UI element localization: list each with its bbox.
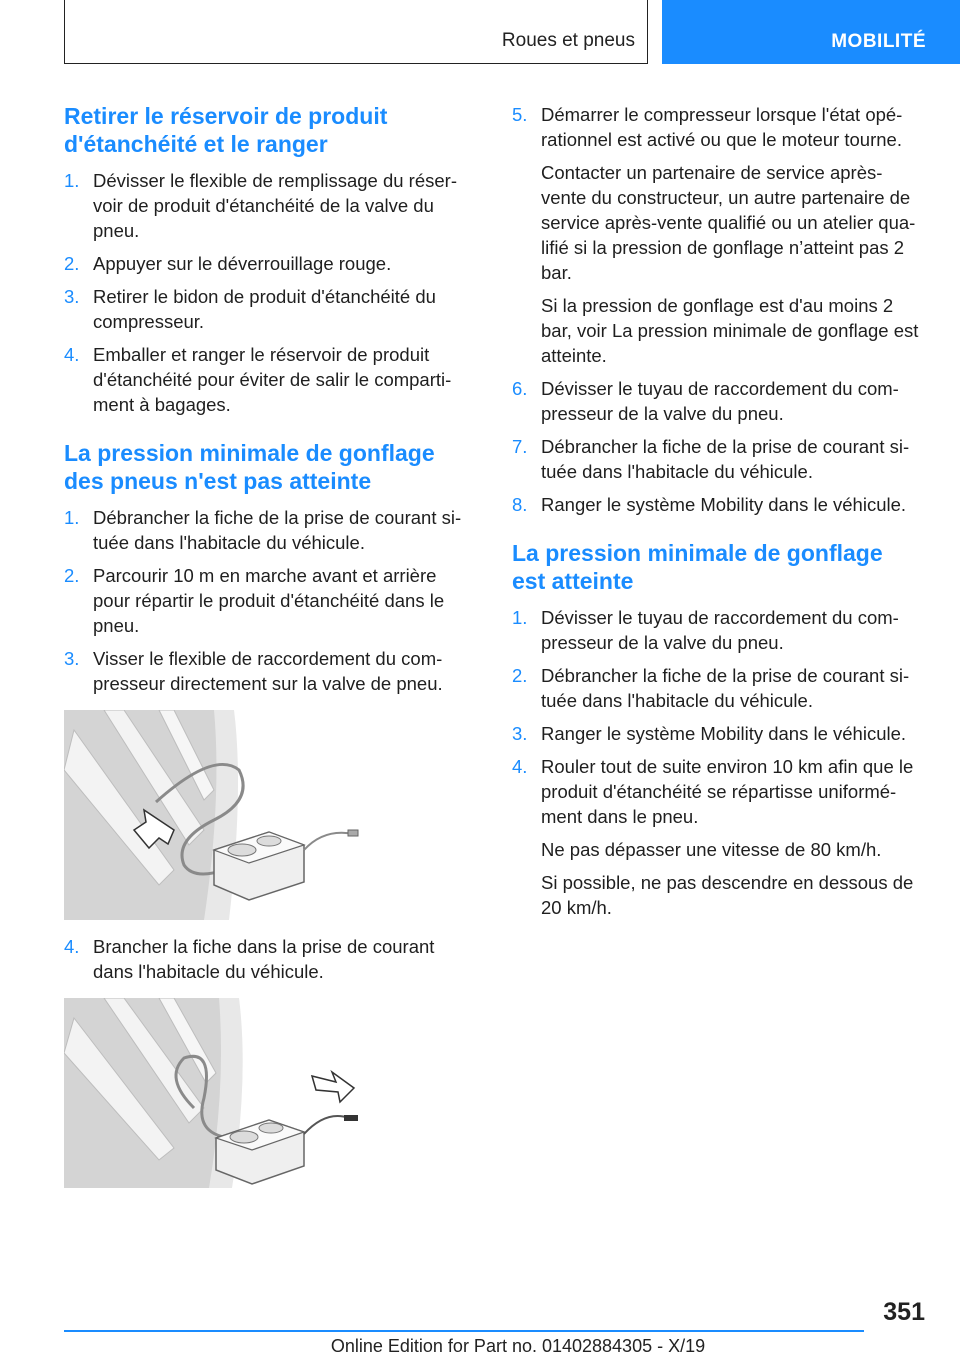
list-item (512, 102, 922, 152)
steps-min-pressure-reached (512, 605, 922, 829)
paragraph: Si possible, ne pas descendre en dessous de 20 km/h. (541, 872, 914, 918)
step-text: Démarrer le compresseur lorsque l'état opé‐ rationnel est activé ou que le moteur tourne. (541, 104, 903, 150)
footer-edition (0, 1336, 960, 1357)
step-number: 2. (64, 565, 80, 586)
section-title-remove-reservoir: Retirer le réservoir de produit d'étanchéité et le ranger (64, 103, 388, 157)
header-section-title: Roues et pneus (501, 30, 635, 51)
paragraph: Contacter un partenaire de service après- vente du constructeur, un autre partenaire de service après-vente qualifié ou un atelier qua‐ lifié si la pression de gonflage n’atteint pas 2 bar. (541, 162, 916, 283)
step-text: Ranger le système Mobility dans le véhicule. (541, 723, 907, 744)
step-number: 1. (512, 607, 528, 628)
illustration-compressor-plug (64, 998, 364, 1208)
list-item (512, 434, 922, 484)
section-title-min-pressure-not-reached: La pression minimale de gonflage des pneus n'est pas atteinte (64, 440, 435, 494)
steps-min-pressure-not-reached (64, 505, 474, 696)
footer-divider (64, 1330, 864, 1332)
list-item (64, 251, 474, 276)
step-text: Débrancher la fiche de la prise de courant si‐ tuée dans l'habitacle du véhicule. (541, 436, 910, 482)
list-item (512, 605, 922, 655)
step-number: 4. (512, 756, 528, 777)
step-text: Dévisser le tuyau de raccordement du com‐ presseur de la valve du pneu. (541, 607, 899, 653)
step-number: 1. (64, 170, 80, 191)
step-number: 7. (512, 436, 528, 457)
step-text: Ranger le système Mobility dans le véhicule. (541, 494, 907, 515)
steps-continued-2 (512, 376, 922, 517)
compressor-valve-drawing (64, 710, 364, 920)
step-number: 4. (64, 344, 80, 365)
step-number: 4. (64, 936, 80, 957)
step-text: Retirer le bidon de produit d'étanchéité du compresseur. (93, 286, 436, 332)
list-item (64, 505, 474, 555)
list-item (64, 563, 474, 638)
list-item (64, 284, 474, 334)
header-chapter-title: MOBILITÉ (831, 31, 926, 52)
step-number: 5. (512, 104, 528, 125)
step-text: Débrancher la fiche de la prise de courant si‐ tuée dans l'habitacle du véhicule. (541, 665, 910, 711)
step-number: 3. (512, 723, 528, 744)
step-text: Dévisser le flexible de remplissage du réser‐ voir de produit d'étanchéité de la valve du pneu. (93, 170, 457, 241)
section-title-min-pressure-reached: La pression minimale de gonflage est atteinte (512, 540, 883, 594)
step-text: Dévisser le tuyau de raccordement du com‐ presseur de la valve du pneu. (541, 378, 899, 424)
list-item (512, 663, 922, 713)
header-chapter-tab (662, 0, 960, 64)
step-text: Brancher la fiche dans la prise de courant dans l'habitacle du véhicule. (93, 936, 435, 982)
paragraph: Ne pas dépasser une vitesse de 80 km/h. (541, 839, 882, 860)
step-number: 2. (512, 665, 528, 686)
steps-remove-reservoir (64, 168, 474, 417)
step-number: 6. (512, 378, 528, 399)
step-number: 3. (64, 648, 80, 669)
list-item (64, 646, 474, 696)
step-text: Emballer et ranger le réservoir de produit d'étanchéité pour éviter de salir le comparti‐ ment à bagages. (93, 344, 452, 415)
page-number: 351 (883, 1298, 925, 1326)
list-item (512, 376, 922, 426)
list-item (512, 492, 922, 517)
list-item (64, 934, 474, 984)
step-number: 2. (64, 253, 80, 274)
list-item (64, 342, 474, 417)
page-header (0, 0, 960, 66)
step-text: Parcourir 10 m en marche avant et arrière pour répartir le produit d'étanchéité dans le pneu. (93, 565, 445, 636)
step-number: 3. (64, 286, 80, 307)
compressor-plug-drawing (64, 998, 364, 1188)
step-number: 1. (64, 507, 80, 528)
paragraph: Si la pression de gonflage est d'au moins 2 bar, voir La pression minimale de gonflage est atteinte. (541, 295, 919, 366)
steps-min-pressure-not-reached-cont (64, 934, 474, 984)
steps-continued (512, 102, 922, 152)
list-item (512, 721, 922, 746)
step-number: 8. (512, 494, 528, 515)
step-text: Appuyer sur le déverrouillage rouge. (93, 253, 392, 274)
step-text: Visser le flexible de raccordement du com‐ presseur directement sur la valve de pneu. (93, 648, 443, 694)
illustration-compressor-valve (64, 710, 364, 920)
left-column (64, 102, 474, 1222)
step-text: Débrancher la fiche de la prise de courant si‐ tuée dans l'habitacle du véhicule. (93, 507, 462, 553)
footer-edition-text: Online Edition for Part no. 01402884305 - X/19 (330, 1336, 706, 1356)
right-column (512, 102, 922, 928)
list-item (64, 168, 474, 243)
step-text: Rouler tout de suite environ 10 km afin que le produit d'étanchéité se répartisse uniformé‐ ment dans le pneu. (541, 756, 914, 827)
header-section-box (64, 0, 648, 64)
list-item (512, 754, 922, 829)
